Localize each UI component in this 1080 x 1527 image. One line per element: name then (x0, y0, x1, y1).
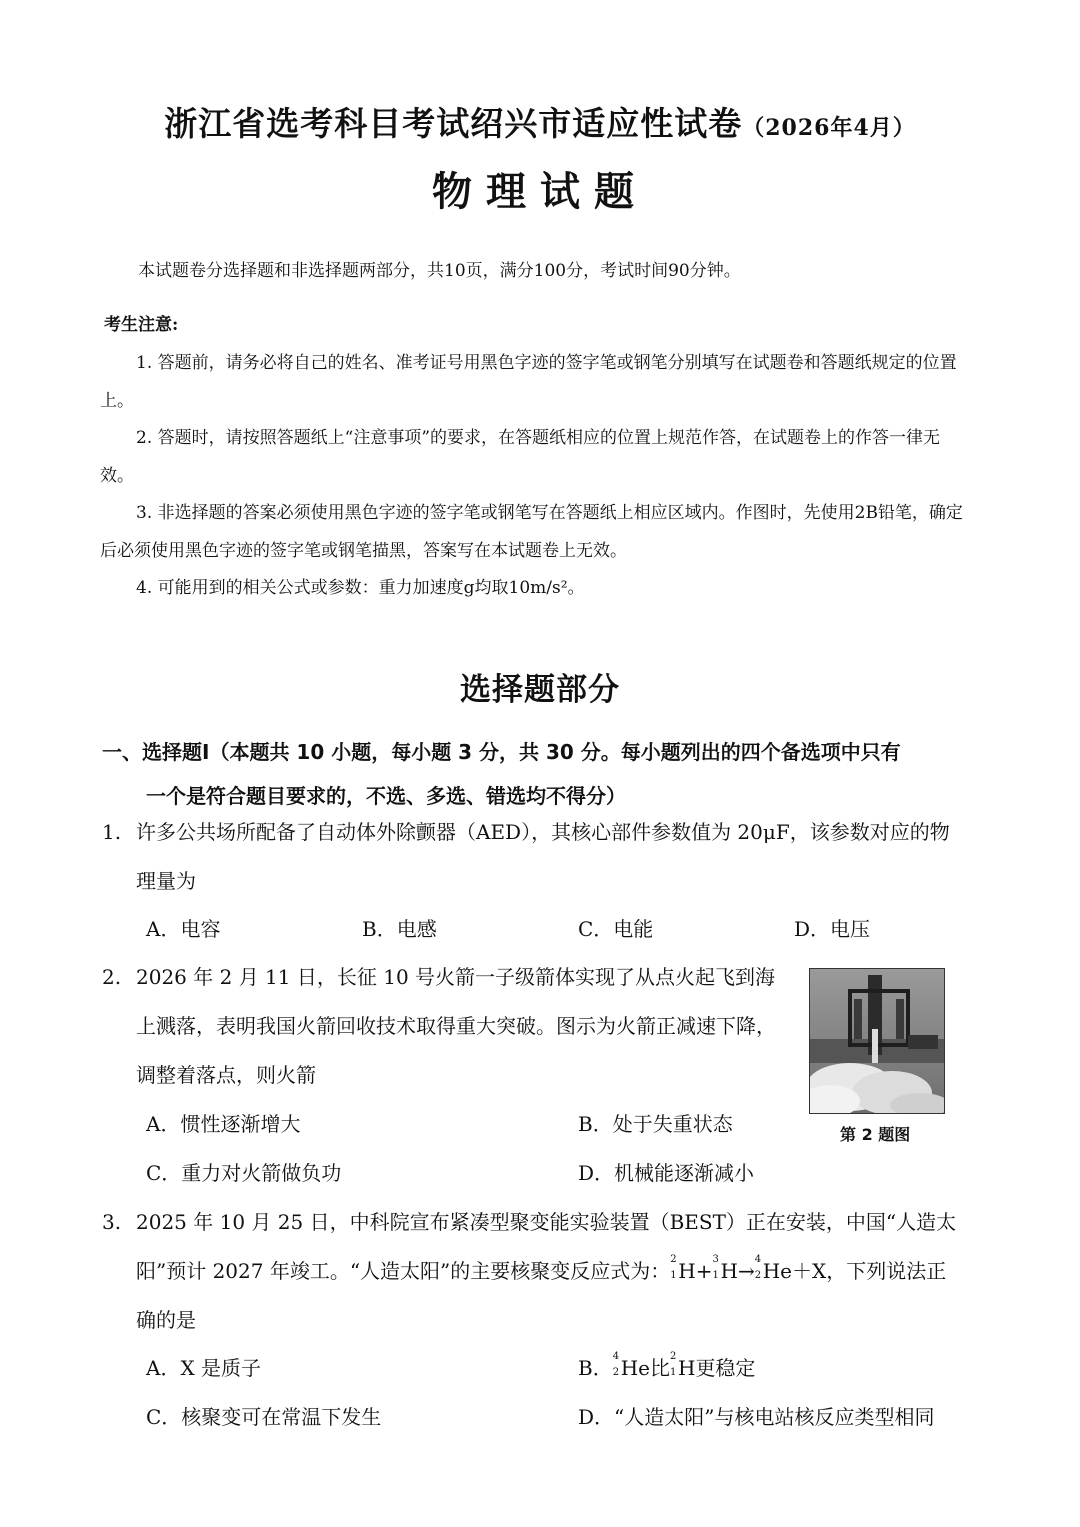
q3-option-b-suffix: 更稳定 (695, 1356, 756, 1380)
q1-option-c: C．电能 (578, 917, 654, 941)
notes-list (100, 345, 968, 608)
subject-title: 物理试题 (432, 168, 648, 215)
fusion-equation: 2 1 H+ 3 1 H→ 4 2 He＋X (670, 1254, 827, 1283)
question-1 (102, 808, 962, 906)
question-3 (102, 1198, 962, 1345)
nuclide-h2: 2 1 (669, 1351, 677, 1378)
nuclide-he4: 4 2 (612, 1351, 620, 1378)
exam-title-text: 浙江省选考科目考试绍兴市适应性试卷 (164, 104, 743, 143)
q1-option-d: D．电压 (794, 917, 871, 941)
note-item: 4. 可能用到的相关公式或参数：重力加速度g均取10m/s²。 (136, 578, 585, 598)
question-number: 2. (102, 965, 122, 989)
question-stem (136, 1198, 962, 1345)
intro-text: 本试题卷分选择题和非选择题两部分，共10页，满分100分，考试时间90分钟。 (138, 261, 741, 281)
nuclide-h3: 3 1 (712, 1254, 719, 1281)
nuclide-he4: 4 2 (754, 1254, 762, 1281)
question-stem-part1: 2025 年 10 月 25 日，中科院宣布紧凑型聚变能实验装置（BEST）正在安装，中国“人造太阳”预计 2027 年竣工。“人造太阳”的主要核聚变反应式为： (136, 1210, 957, 1283)
question-2 (102, 953, 792, 1100)
q3-option-b-mid: 比 (649, 1356, 670, 1380)
q3-option-b: B． 4 2 He比 2 1 H更稳定 (578, 1351, 756, 1380)
exam-title (0, 98, 1080, 145)
section-title: 选择题部分 (460, 672, 620, 708)
rocket-landing-photo (809, 968, 945, 1114)
q3-option-a: A．X 是质子 (146, 1356, 262, 1380)
rocket-landing-photo-graphic (810, 969, 944, 1113)
question-stem: 2026 年 2 月 11 日，长征 10 号火箭一子级箭体实现了从点火起飞到海上溅落，表明我国火箭回收技术取得重大突破。图示为火箭正减速下降，调整着落点，则火箭 (136, 965, 776, 1087)
q3-option-c: C．核聚变可在常温下发生 (146, 1405, 382, 1429)
note-item: 3. 非选择题的答案必须使用黑色字迹的签字笔或钢笔写在答题纸上相应区域内。作图时，先使用2B铅笔，确定后必须使用黑色字迹的签字笔或钢笔描黑，答案写在本试题卷上无效。 (100, 503, 963, 561)
q1-option-b: B．电感 (362, 917, 437, 941)
q2-option-d: D．机械能逐渐减小 (578, 1161, 755, 1185)
q2-option-c: C．重力对火箭做负功 (146, 1161, 342, 1185)
q2-option-b: B．处于失重状态 (578, 1112, 733, 1136)
part-heading-line1: 一、选择题Ⅰ（本题共 10 小题，每小题 3 分，共 30 分。每小题列出的四个备选项中只有 (102, 740, 901, 764)
part-heading-line2: 一个是符合题目要求的，不选、多选、错选均不得分） (146, 784, 626, 808)
part-heading (102, 730, 962, 818)
nuclide-h2: 2 1 (670, 1254, 677, 1281)
q3-option-d: D．“人造太阳”与核电站核反应类型相同 (578, 1405, 935, 1429)
q3-option-b-prefix: B． (578, 1356, 613, 1380)
notes-heading: 考生注意: (104, 315, 179, 335)
question-number: 3. (102, 1210, 122, 1234)
q2-option-a: A．惯性逐渐增大 (146, 1112, 301, 1136)
question-stem: 许多公共场所配备了自动体外除颤器（AED），其核心部件参数值为 20μF，该参数对应的物理量为 (136, 820, 950, 893)
question-number: 1. (102, 820, 122, 844)
note-item: 1. 答题前，请务必将自己的姓名、准考证号用黑色字迹的签字笔或钢笔分别填写在试题卷和答题纸规定的位置上。 (100, 353, 957, 411)
exam-date: （2026年4月） (742, 115, 916, 141)
figure-caption: 第 2 题图 (840, 1125, 911, 1144)
q1-option-a: A．电容 (146, 917, 221, 941)
note-item: 2. 答题时，请按照答题纸上“注意事项”的要求，在答题纸相应的位置上规范作答，在试题卷上的作答一律无效。 (100, 428, 941, 486)
question-stem-part2: ，下列说法正确的是 (136, 1259, 947, 1332)
